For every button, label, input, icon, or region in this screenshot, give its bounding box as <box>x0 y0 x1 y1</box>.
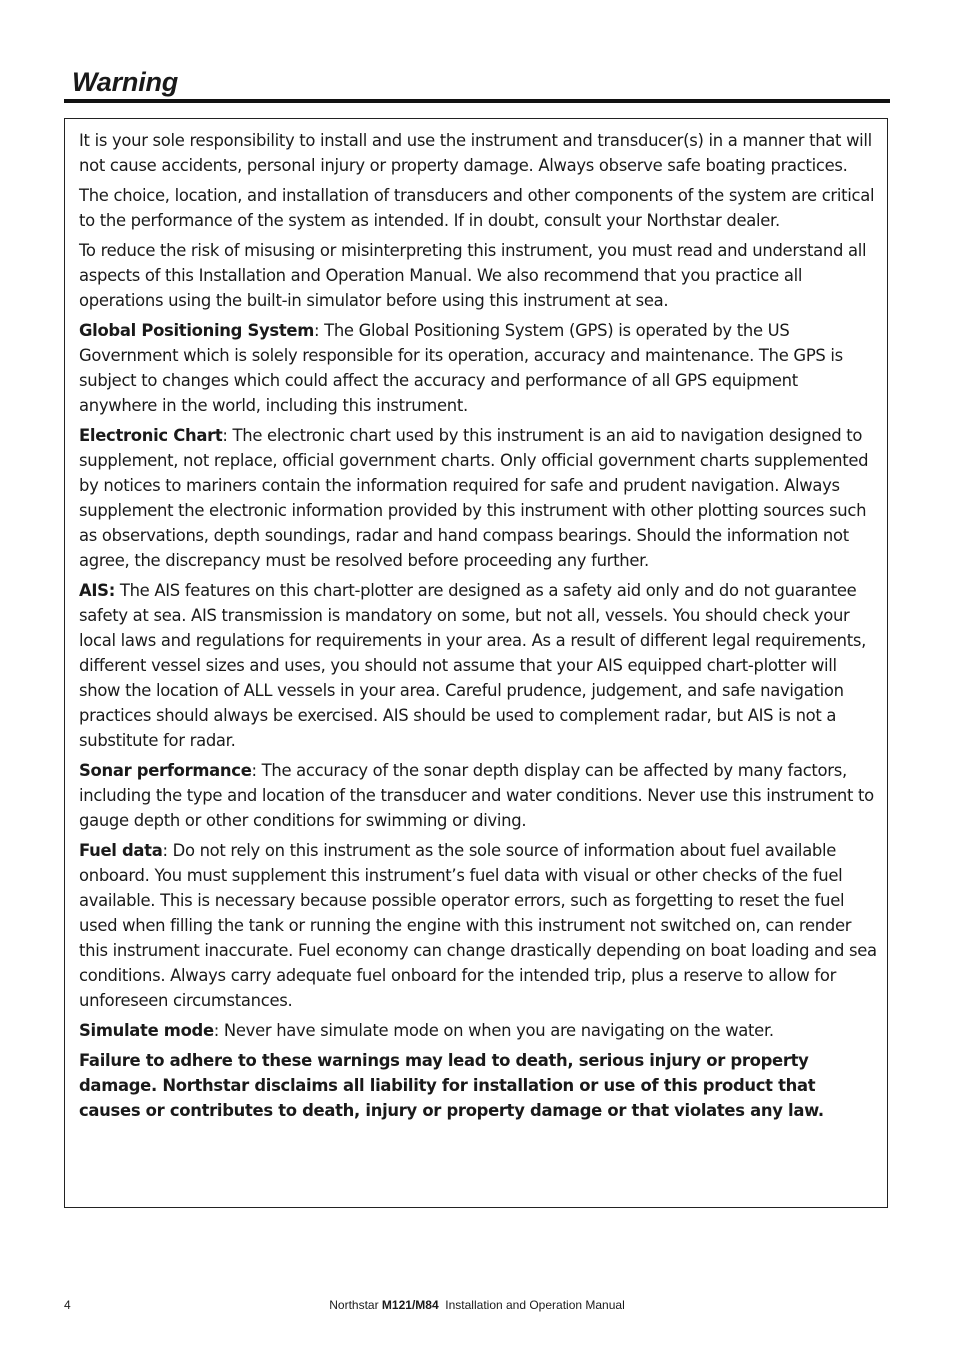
paragraph-liability: Failure to adhere to these warnings may lead to death, serious injury or property damage. Northstar disclaims all liability for installation or use of this product that causes or contributes to death, injury or property damage or that violates any law. <box>79 1051 824 1120</box>
page-number: 4 <box>64 1298 71 1312</box>
chart-term: Electronic Chart <box>79 426 223 445</box>
chart-text: : The electronic chart used by this instrument is an aid to navigation designed to supplement, not replace, official government charts. Only official government charts supplemented by notices to mariners contain the information required for safe and prudent navigation. Always supplement the electronic information provided by this instrument with other plotting sources such as observations, depth soundings, radar and hand compass bearings. Should the information not agree, the discrepancy must be resolved before proceeding any further. <box>79 426 869 570</box>
warning-box <box>64 118 888 1208</box>
page-title: Warning <box>72 67 179 97</box>
manual-title <box>0 1298 954 1312</box>
simulate-term: Simulate mode <box>79 1021 214 1040</box>
paragraph-gps <box>79 318 879 418</box>
fuel-text: : Do not rely on this instrument as the sole source of information about fuel available onboard. You must supplement this instrument’s fuel data with visual or other checks of the fuel available. This is necessary because possible operator errors, such as forgetting to reset the fuel used when filling the tank or running the engine with this instrument not switched on, can render this instrument inaccurate. Fuel economy can change drastically depending on boat loading and sea conditions. Always carry adequate fuel onboard for the intended trip, plus a reserve to allow for unforeseen circumstances. <box>79 841 877 1010</box>
page-footer <box>0 1298 954 1318</box>
gps-text: : The Global Positioning System (GPS) is operated by the US Government which is solely responsible for its operation, accuracy and maintenance. The GPS is subject to changes which could affect the accuracy and performance of all GPS equipment anywhere in the world, including this instrument. <box>79 321 843 415</box>
paragraph-fuel <box>79 838 879 1013</box>
title-underline <box>64 99 890 103</box>
paragraph-misuse: To reduce the risk of misusing or misinterpreting this instrument, you must read and understand all aspects of this Installation and Operation Manual. We also recommend that you practice all operations using the built-in simulator before using this instrument at sea. <box>79 241 867 310</box>
simulate-text: : Never have simulate mode on when you are navigating on the water. <box>213 1021 774 1040</box>
paragraph-responsibility: It is your sole responsibility to install and use the instrument and transducer(s) in a manner that will not cause accidents, personal injury or property damage. Always observe safe boating practices. <box>79 131 872 175</box>
footer-brand: Northstar <box>329 1298 382 1312</box>
paragraph-simulate <box>79 1018 879 1043</box>
paragraph-electronic-chart <box>79 423 879 573</box>
paragraph-ais <box>79 578 879 753</box>
ais-text: The AIS features on this chart-plotter are designed as a safety aid only and do not guarantee safety at sea. AIS transmission is mandatory on some, but not all, vessels. You should check your local laws and regulations for requirements in your area. As a result of different legal requirements, different vessel sizes and uses, you should not assume that your AIS equipped chart-plotter will show the location of ALL vessels in your area. Careful prudence, judgement, and safe navigation practices should always be exercised. AIS should be used to complement radar, but AIS is not a substitute for radar. <box>79 581 867 750</box>
sonar-text: : The accuracy of the sonar depth display can be affected by many factors, including the type and location of the transducer and water conditions. Never use this instrument to gauge depth or other conditions for swimming or diving. <box>79 761 874 830</box>
ais-term: AIS: <box>79 581 115 600</box>
gps-term: Global Positioning System <box>79 321 314 340</box>
footer-model: M121/M84 <box>381 1298 439 1312</box>
footer-title: Installation and Operation Manual <box>438 1298 625 1312</box>
paragraph-sonar <box>79 758 879 833</box>
paragraph-installation: The choice, location, and installation of transducers and other components of the system are critical to the performance of the system as intended. If in doubt, consult your Northstar dealer. <box>79 186 875 230</box>
fuel-term: Fuel data <box>79 841 163 860</box>
warning-text <box>79 128 879 1128</box>
sonar-term: Sonar performance <box>79 761 252 780</box>
